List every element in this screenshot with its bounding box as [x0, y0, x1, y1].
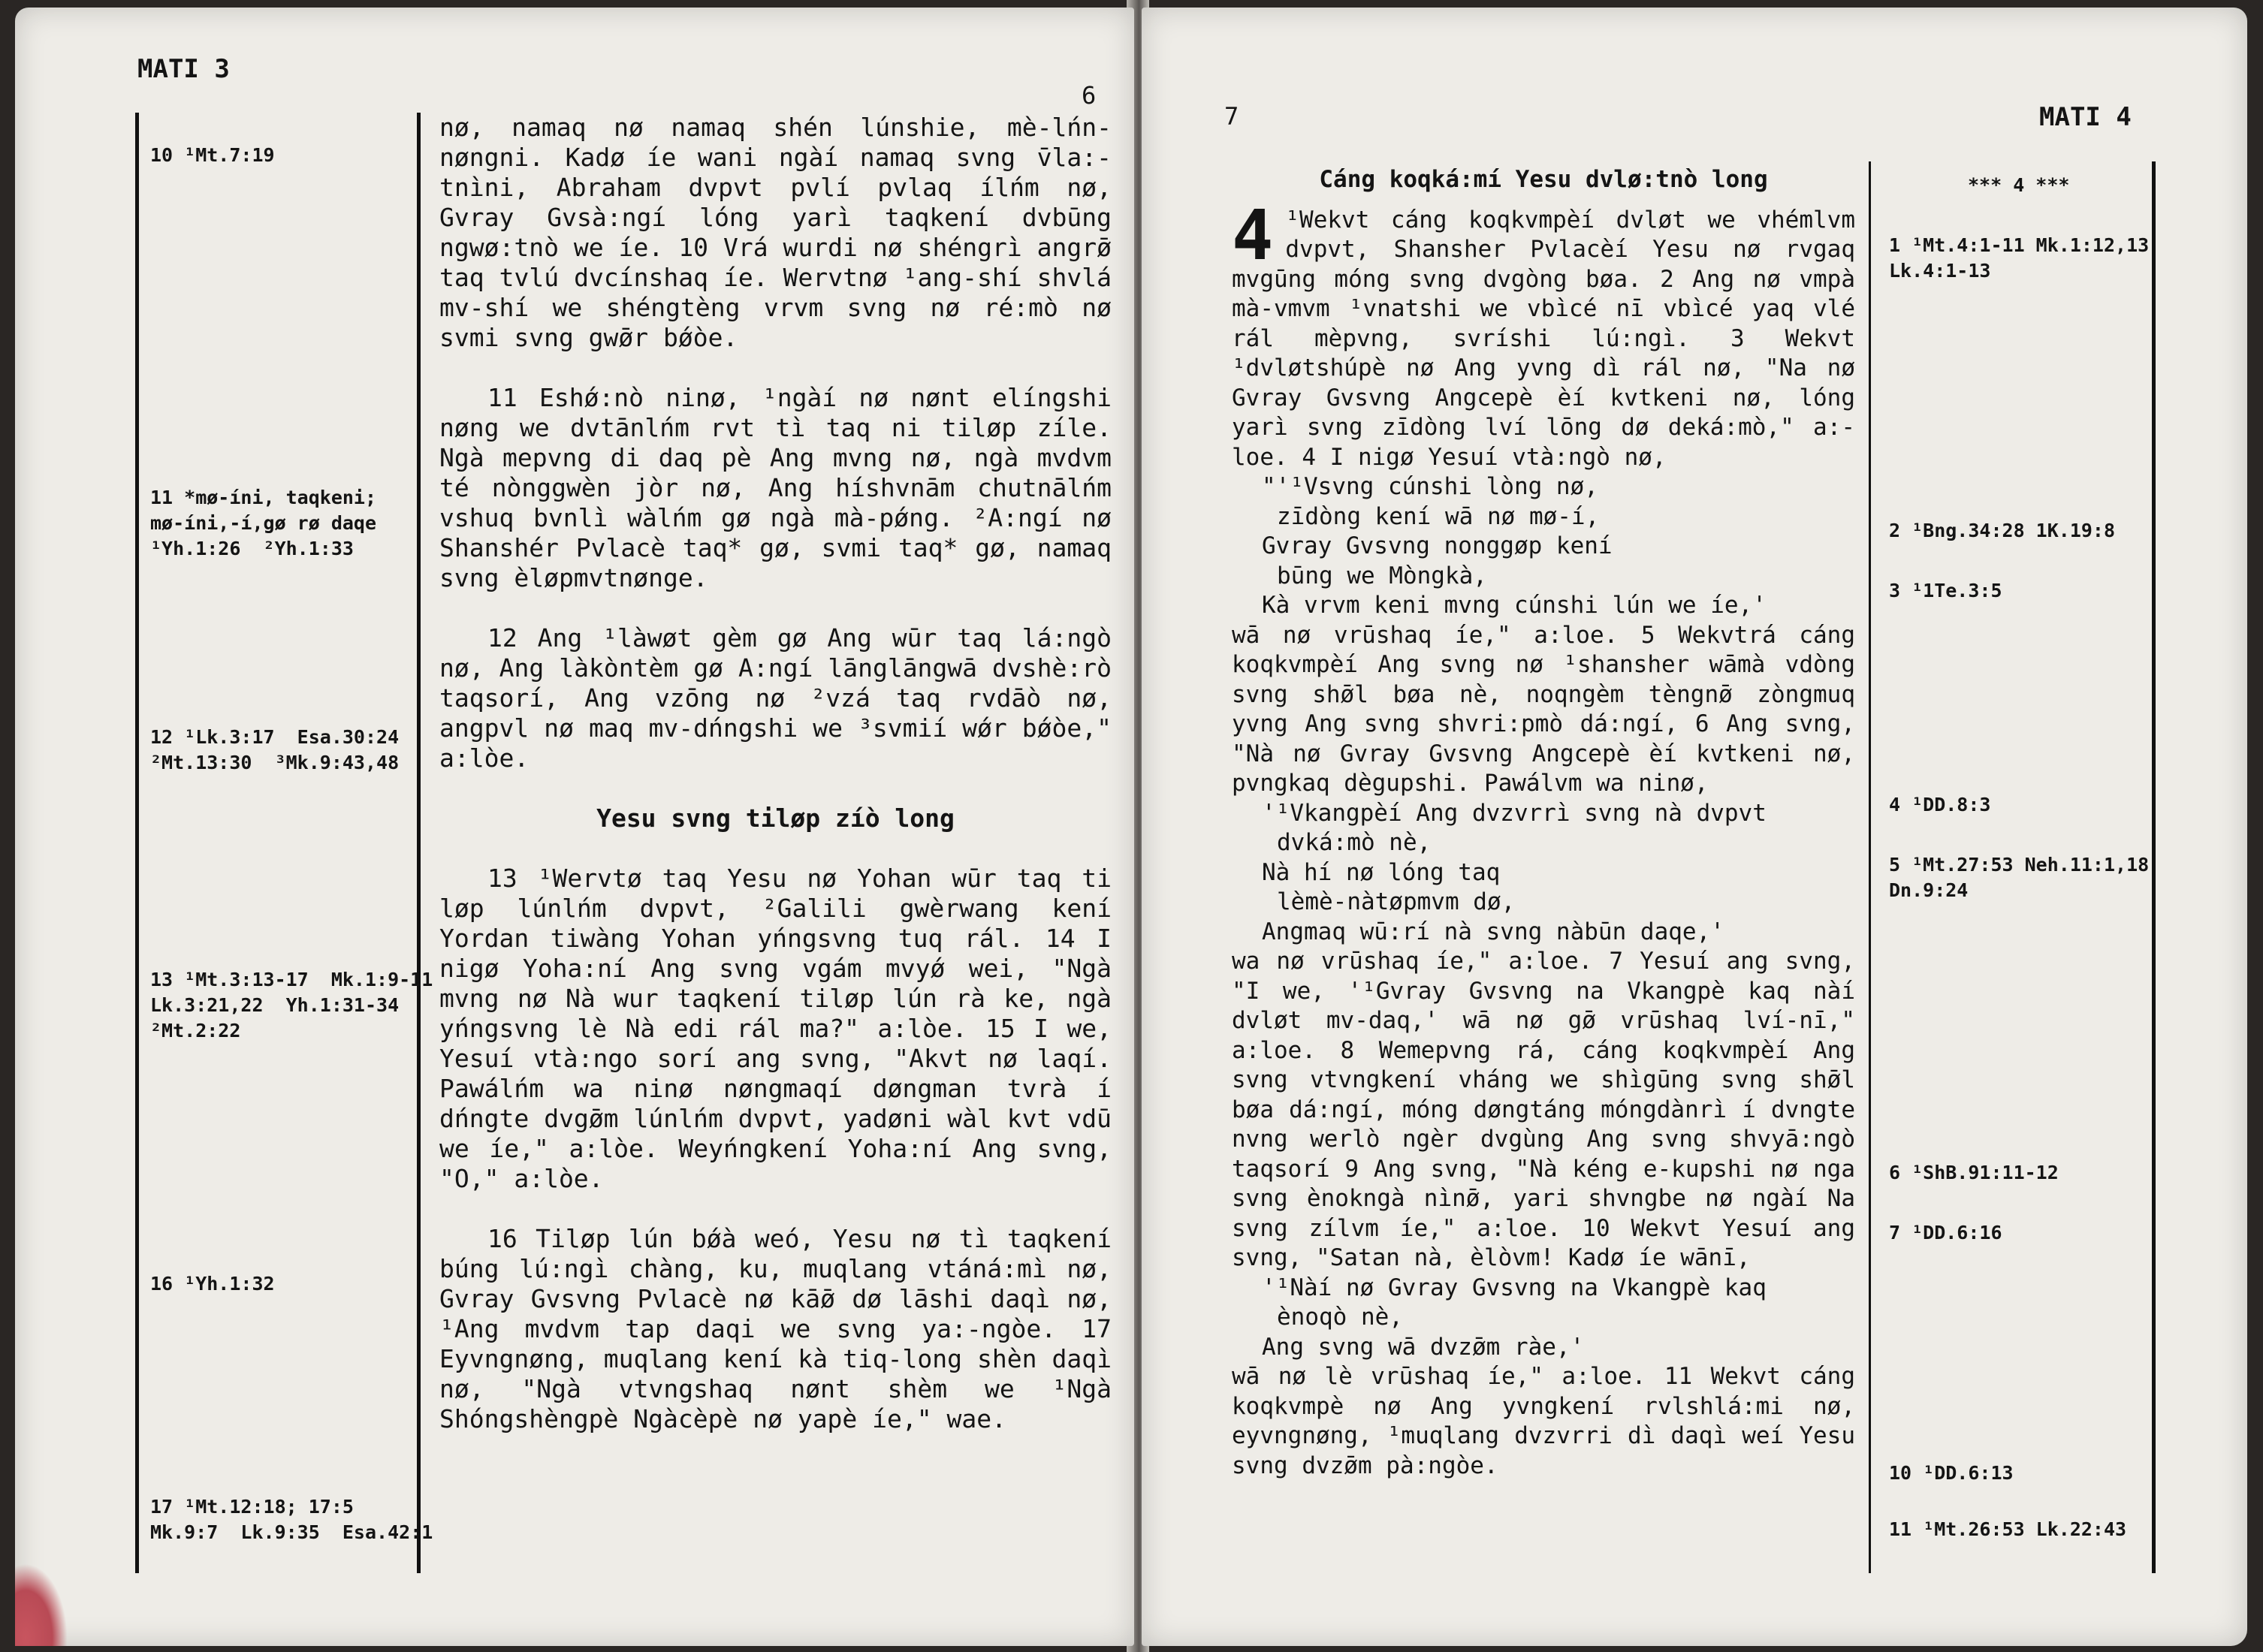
scripture-paragraph: 12 Ang ¹làwøt gèm gø Ang wūr taq lá:ngò nø, Ang làkòntèm gø A:ngí lānglāngwā dvshè:rò taqsorí, Ang vzōng nø ²vzá taq rvdāò nø, angpvl nø maq mv-dńngshi we ³svmií wǿr bǿòe," a:lòe.	[439, 623, 1112, 773]
right-column-divider	[1869, 161, 1871, 1573]
poetry-quote	[1232, 799, 1855, 948]
cross-reference: 11 *mø-íni, taqkeni; mø-íni,-í,gø rø daqe ¹Yh.1:26 ²Yh.1:33	[150, 487, 377, 559]
quote-line: zīdòng kení wā nø mø-í,	[1277, 502, 1600, 530]
quote-line: Nà hí nø lóng taq	[1262, 858, 1501, 886]
cross-reference: 11 ¹Mt.26:53 Lk.22:43	[1889, 1518, 2127, 1540]
scripture-paragraph: 16 Tiløp lún bǿà weó, Yesu nø tì taqkení búng lú:ngì chàng, ku, muqlang vtáná:mì nø, Gvray Gvsvng Pvlacè nø kā̄ø dø lāshi daqì nø, ¹Ang mvdvm tap daqi we svng ya:-ngòe. 17 Eyvngnøng, muqlang kení kà tiq-long shèn daqì nø, "Ngà vtvngshaq nønt shèm we ¹Ngà Shóngshèngpè Ngàcèpè nø yapè íe," wae.	[439, 1224, 1112, 1433]
cross-reference: 13 ¹Mt.3:13-17 Mk.1:9-11 Lk.3:21,22 Yh.1:31-34 ²Mt.2:22	[150, 969, 433, 1042]
quote-line: Ang svng wā dvzø̄m ràe,'	[1262, 1333, 1585, 1361]
right-running-header: MATI 4	[2039, 102, 2132, 132]
right-text-column	[1232, 165, 1855, 1481]
right-margin-rule	[2152, 161, 2156, 1573]
verse-text: ¹Wekvt cáng koqkvmpèí dvløt we vhémlvm dvpvt, Shansher Pvlacèí Yesu nø rvgaq mvgūng móng svng dvgòng bøa. 2 Ang nø vmpà mà-vmvm ¹vnatshi we vbìcé nī vbìcé yaq vlé rál mèpvng, svríshi lú:ngì. 3 Wekvt ¹dvløtshúpè nø Ang yvng dì rál nø, "Na nø Gvray Gvsvng Angcepè èí kvtkeni nø, lóng yarì svng zīdòng lví lōng dø deká:mò," a:-loe. 4 I nigø Yesuí vtà:ngò nø,	[1232, 206, 1855, 471]
scripture-paragraph: nø, namaq nø namaq shén lúnshie, mè-lńn-nøngni. Kadø íe wani ngàí namaq svng v̄la:-tnìni, Abraham dvpvt pvlí pvlaq ílńm nø, Gvray Gvsà:ngí lóng yarì taqkení dvbūng ngwø:tnò we íe. 10 Vrá wurdi nø shéngrì angrø̄ taq tvlú dvcínshaq íe. Wervtnø ¹ang-shí shvlá mv-shí we shéngtèng vrvm svng nø ré:mò nø svmi svng gwø̄r bǿòe.	[439, 113, 1112, 352]
right-page	[1142, 8, 2247, 1646]
poetry-quote	[1232, 1274, 1855, 1363]
quote-line: '¹Vkangpèí Ang dvzvrrì svng nà dvpvt	[1262, 799, 1767, 827]
cross-reference: 2 ¹Bng.34:28 1K.19:8	[1889, 520, 2116, 541]
left-running-header: MATI 3	[137, 54, 230, 84]
left-page	[15, 8, 1134, 1646]
quote-line: Angmaq wū:rí nà svng nàbūn daqe,'	[1262, 918, 1724, 945]
left-margin-rule	[135, 113, 139, 1573]
quote-line: '¹Nàí nø Gvray Gvsvng na Vkangpè kaq	[1262, 1274, 1767, 1301]
cross-reference: 1 ¹Mt.4:1-11 Mk.1:12,13 Lk.4:1-13	[1889, 234, 2150, 282]
cross-reference: 17 ¹Mt.12:18; 17:5 Mk.9:7 Lk.9:35 Esa.42:1	[150, 1496, 433, 1543]
cross-reference: 3 ¹1Te.3:5	[1889, 580, 2002, 601]
quote-line: ènoqò nè,	[1277, 1304, 1403, 1331]
cross-reference: 10 ¹DD.6:13	[1889, 1462, 2014, 1484]
scripture-paragraph: 11 Eshǿ:nò ninø, ¹ngàí nø nønt elíngshi nøng we dvtānlńm rvt tì taq ni tiløp zíle. Ngà mepvng di daq pè Ang mvng nø, ngà mvdvm té nònggwèn jòr nø, Ang híshvnām chutnālńm vshuq bvnlì wàlńm gø ngà mà-pǿng. ²A:ngí nø Shanshér Pvlacè taq* gø, svmi taq* gø, namaq svng èløpmvtnønge.	[439, 383, 1112, 592]
quote-line: dvká:mò nè,	[1277, 829, 1432, 856]
cross-reference: 5 ¹Mt.27:53 Neh.11:1,18 Dn.9:24	[1889, 854, 2150, 901]
quote-line: Kà vrvm keni mvng cúnshi lún we íe,'	[1262, 592, 1767, 619]
left-page-number: 6	[1082, 81, 1097, 110]
scripture-paragraph	[1232, 194, 1855, 473]
left-text-column	[439, 113, 1112, 1464]
cross-reference: 4 ¹DD.8:3	[1889, 794, 1991, 815]
right-page-number: 7	[1224, 102, 1239, 131]
scripture-paragraph: 13 ¹Wervtø taq Yesu nø Yohan wūr taq ti løp lúnlńm dvpvt, ²Galili gwèrwang kení Yordan tiwàng Yohan yńngsvng tuq rál. 14 I nigø Yoha:ní Ang svng vgám mvyǿ wei, "Ngà mvng nø Nà wur taqkení tiløp lún rà ke, ngà yńngsvng lè Nà edi rál ma?" a:lòe. 15 I we, Yesuí vtà:ngo sorí ang svng, "Akvt nø laqí. Pawálńm wa ninø nøngmaqí døngman tvrà í dńngte dvgø̄m lúnlńm dvpvt, yadøni wàl kvt vdū we íe," a:lòe. Weyńngkení Yoha:ní Ang svng, "O," a:lòe.	[439, 864, 1112, 1193]
chapter-number: 4	[1232, 194, 1274, 276]
cross-reference: 12 ¹Lk.3:17 Esa.30:24 ²Mt.13:30 ³Mk.9:43,48	[150, 726, 400, 773]
section-heading: Cáng koqká:mí Yesu dvlø:tnò long	[1319, 166, 1768, 193]
left-column-divider	[417, 113, 421, 1573]
quote-line: "'¹Vsvng cúnshi lòng nø,	[1262, 473, 1598, 500]
quote-line: lèmè-nàtøpmvm dø,	[1277, 888, 1516, 915]
chapter-marker: *** 4 ***	[1968, 174, 2070, 196]
scripture-paragraph: wa nø vrūshaq íe," a:loe. 7 Yesuí ang svng, "I we, '¹Gvray Gvsvng na Vkangpè kaq nàí dvløt mv-daq,' wā nø gø̄ vrūshaq lví-nī," a:loe. 8 Wemepvng rá, cáng koqkvmpèí Ang svng vtvngkení vháng we shìgūng svng shø̄l bøa dá:ngí, móng døngtáng móngdànrì í dvngte nvng werlò ngèr dvgùng Ang svng shvyā:ngò taqsorí 9 Ang svng, "Nà kéng e-kupshi nø nga svng ènokngà nìnø̄, yari shvngbe nø ngàí Na svng zílvm íe," a:loe. 10 Wekvt Yesuí ang svng, "Satan nà, èlòvm! Kadø íe wānī,	[1232, 948, 1855, 1271]
scripture-paragraph: wā nø lè vrūshaq íe," a:loe. 11 Wekvt cáng koqkvmpè nø Ang yvngkení rvlshlá:mi nø, eyvngnøng, ¹muqlang dvzvrri dì daqì weí Yesu svng dvzø̄m pà:ngòe.	[1232, 1363, 1855, 1479]
thumb	[15, 1563, 68, 1646]
scripture-paragraph: wā nø vrūshaq íe," a:loe. 5 Wekvtrá cáng koqkvmpèí Ang svng nø ¹shansher wāmà vdòng svng shø̄l bøa nè, noqngèm tèngnø̄ zòngmuq yvng Ang svng shvri:pmò dá:ngí, 6 Ang svng, "Nà nø Gvray Gvsvng Angcepè èí kvtkeni nø, pvngkaq dègupshi. Pawálvm wa ninø,	[1232, 621, 1855, 797]
cross-reference: 10 ¹Mt.7:19	[150, 144, 275, 166]
quote-line: Gvray Gvsvng nonggøp kení	[1262, 532, 1613, 559]
section-heading: Yesu svng tiløp zíò long	[596, 803, 955, 833]
quote-line: būng we Mòngkà,	[1277, 562, 1487, 589]
poetry-quote	[1232, 472, 1855, 621]
cross-reference: 6 ¹ShB.91:11-12	[1889, 1162, 2059, 1183]
cross-reference: 7 ¹DD.6:16	[1889, 1222, 2002, 1244]
cross-reference: 16 ¹Yh.1:32	[150, 1273, 275, 1295]
